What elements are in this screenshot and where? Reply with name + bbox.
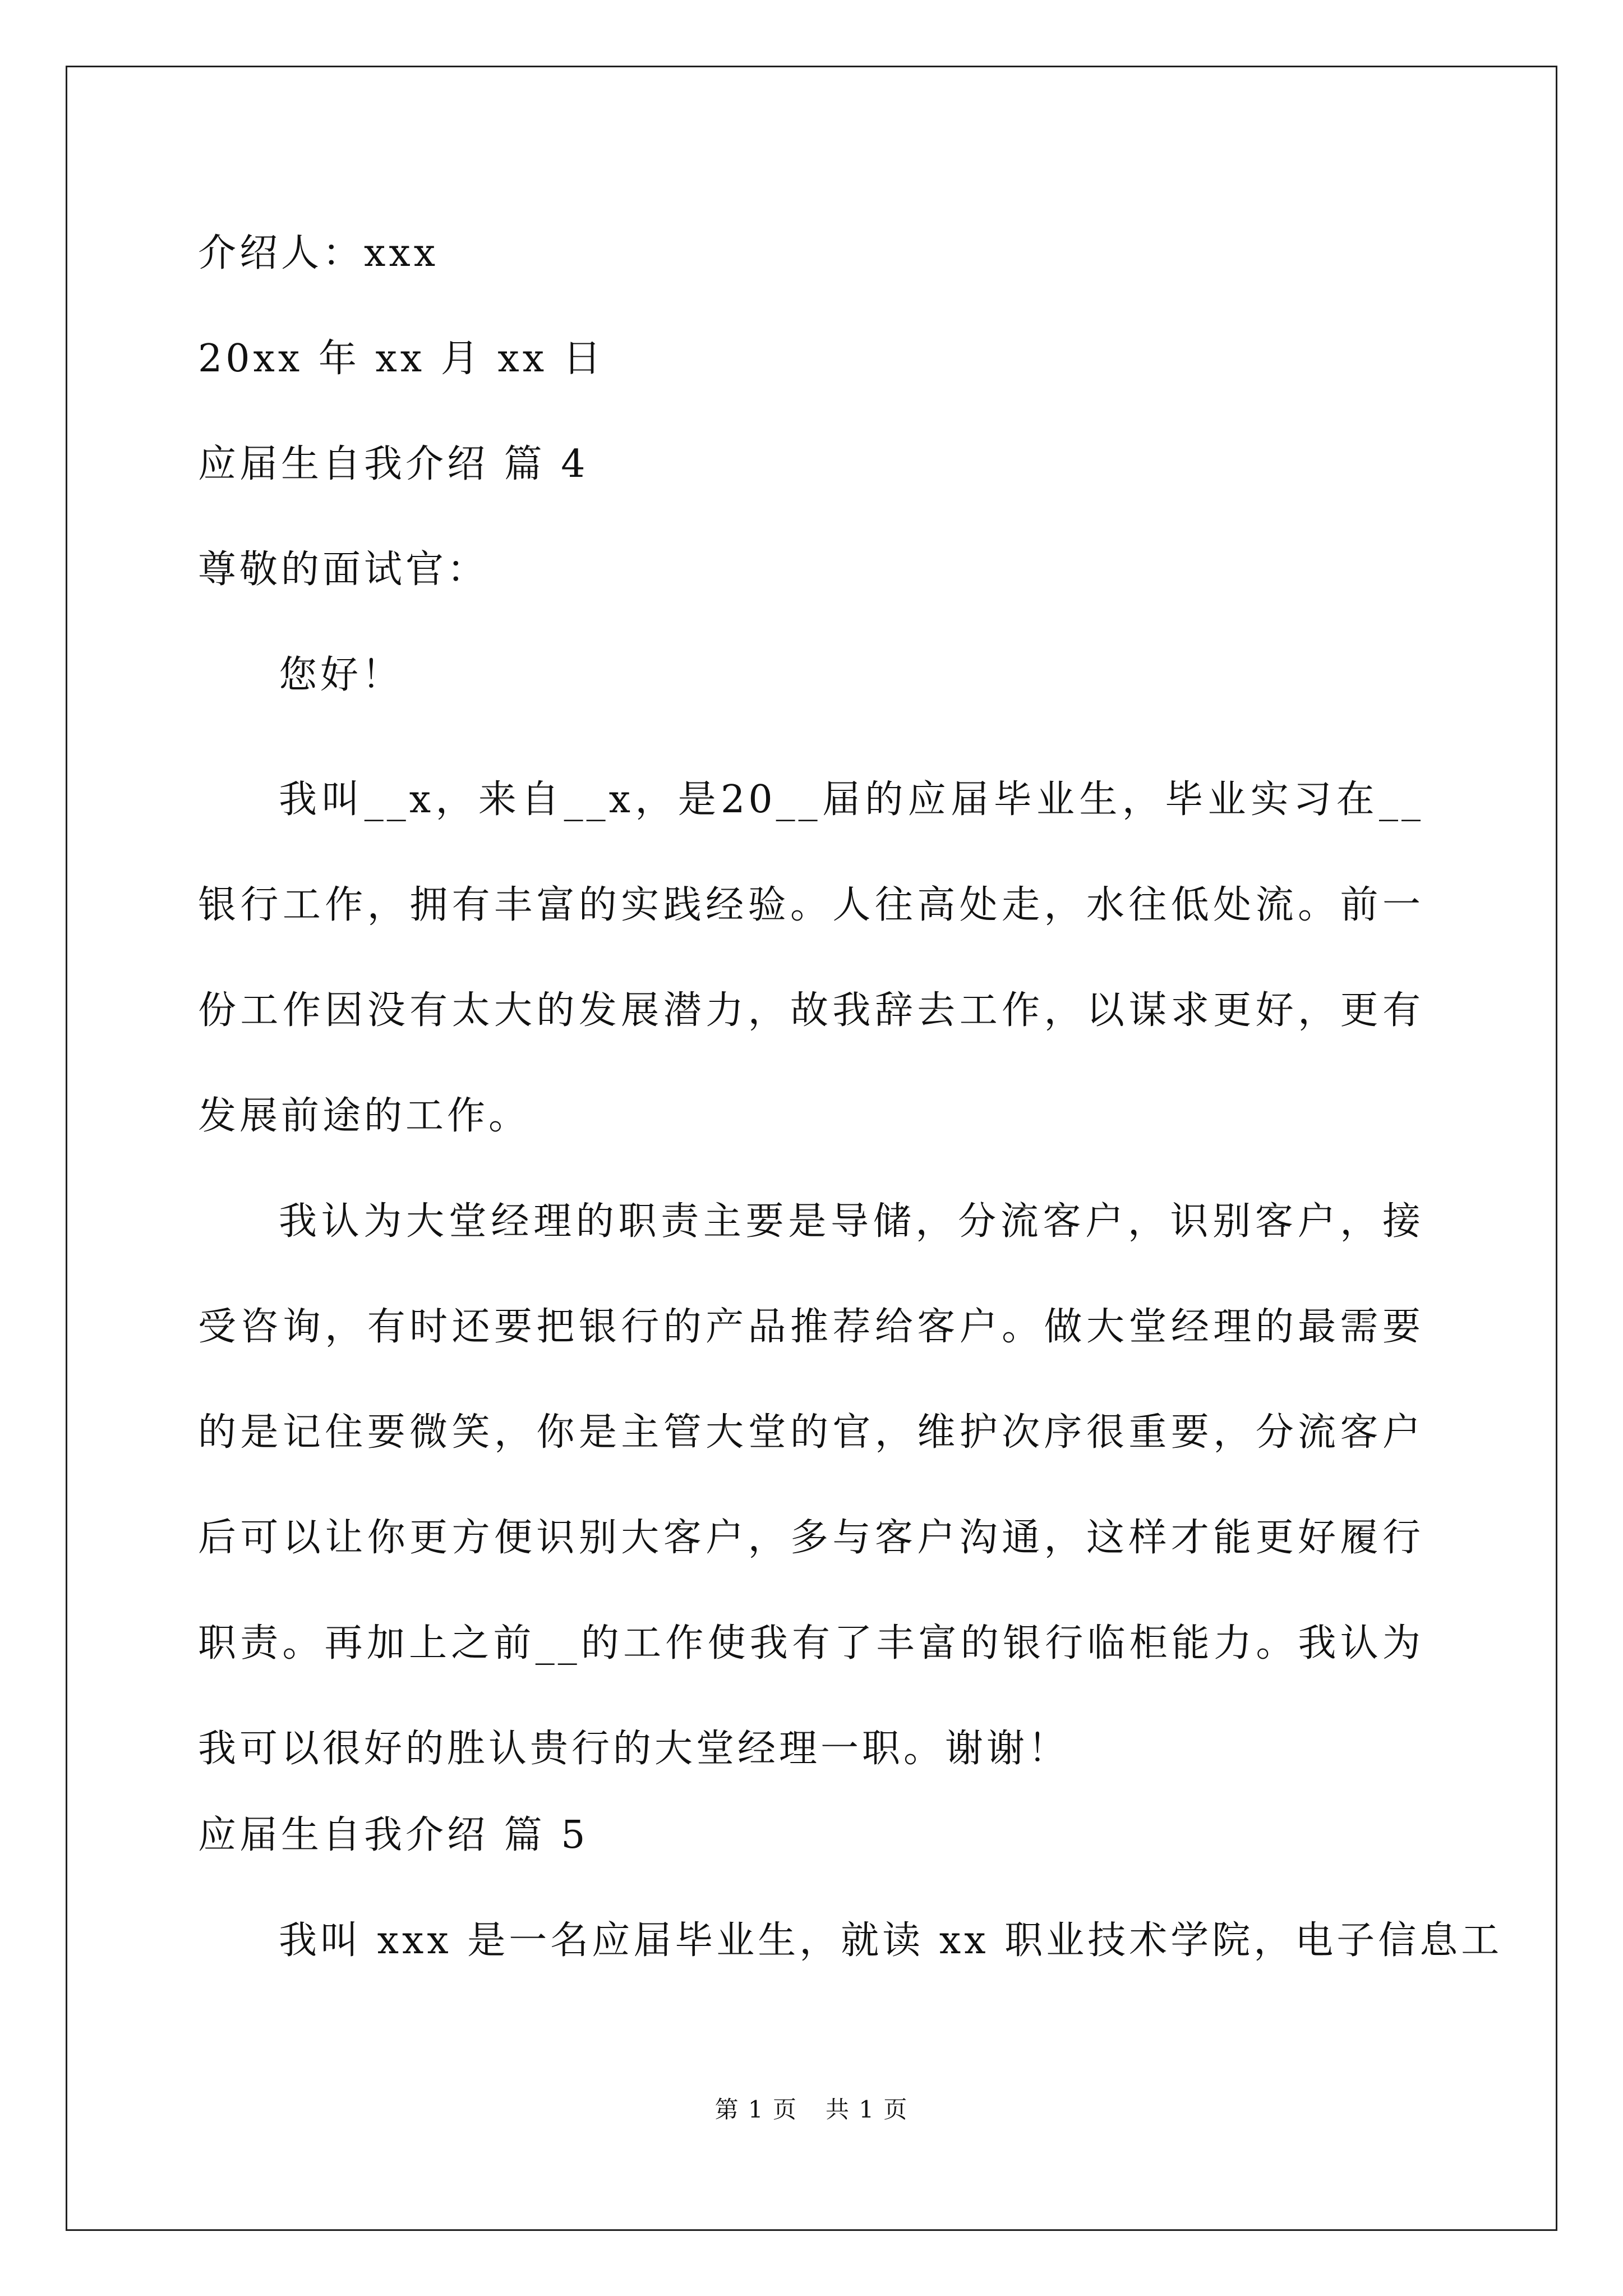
salutation: 尊敬的面试官： — [198, 547, 489, 592]
page-total: 共 1 页 — [826, 2096, 909, 2123]
page-footer — [0, 2091, 1623, 2125]
paragraph-duties: 我认为大堂经理的职责主要是导储，分流客户，识别客户，接受咨询，有时还要把银行的产品推荐给客户。做大堂经理的最需要的是记住要微笑，你是主管大堂的官，维护次序很重要，分流客户后可以让你更方便识别大客户，多与客户沟通，这样才能更好履行职责。再加上之前__的工作使我有了丰富的银行临柜能力。我认为我可以很好的胜认贵行的大堂经理一职。谢谢！ — [198, 1199, 1424, 1771]
paragraph-intro: 我叫__x，来自__x，是20__届的应届毕业生，毕业实习在__银行工作，拥有丰富的实践经验。人往高处走，水往低处流。前一份工作因没有太大的发展潜力，故我辞去工作，以谋求更好，更有发展前途的工作。 — [198, 777, 1424, 1138]
document-body — [198, 220, 1503, 2013]
introducer-line: 介绍人：xxx — [198, 231, 439, 275]
page-number: 第 1 页 — [714, 2096, 797, 2123]
section-title-5: 应届生自我介绍 篇 5 — [198, 1813, 589, 1857]
paragraph-section5-start: 我叫 xxx 是一名应届毕业生，就读 xx 职业技术学院，电子信息工 — [279, 1918, 1503, 1963]
greeting: 您好！ — [279, 653, 404, 697]
date-line: 20xx 年 xx 月 xx 日 — [198, 337, 605, 381]
section-title-4: 应届生自我介绍 篇 4 — [198, 442, 589, 486]
